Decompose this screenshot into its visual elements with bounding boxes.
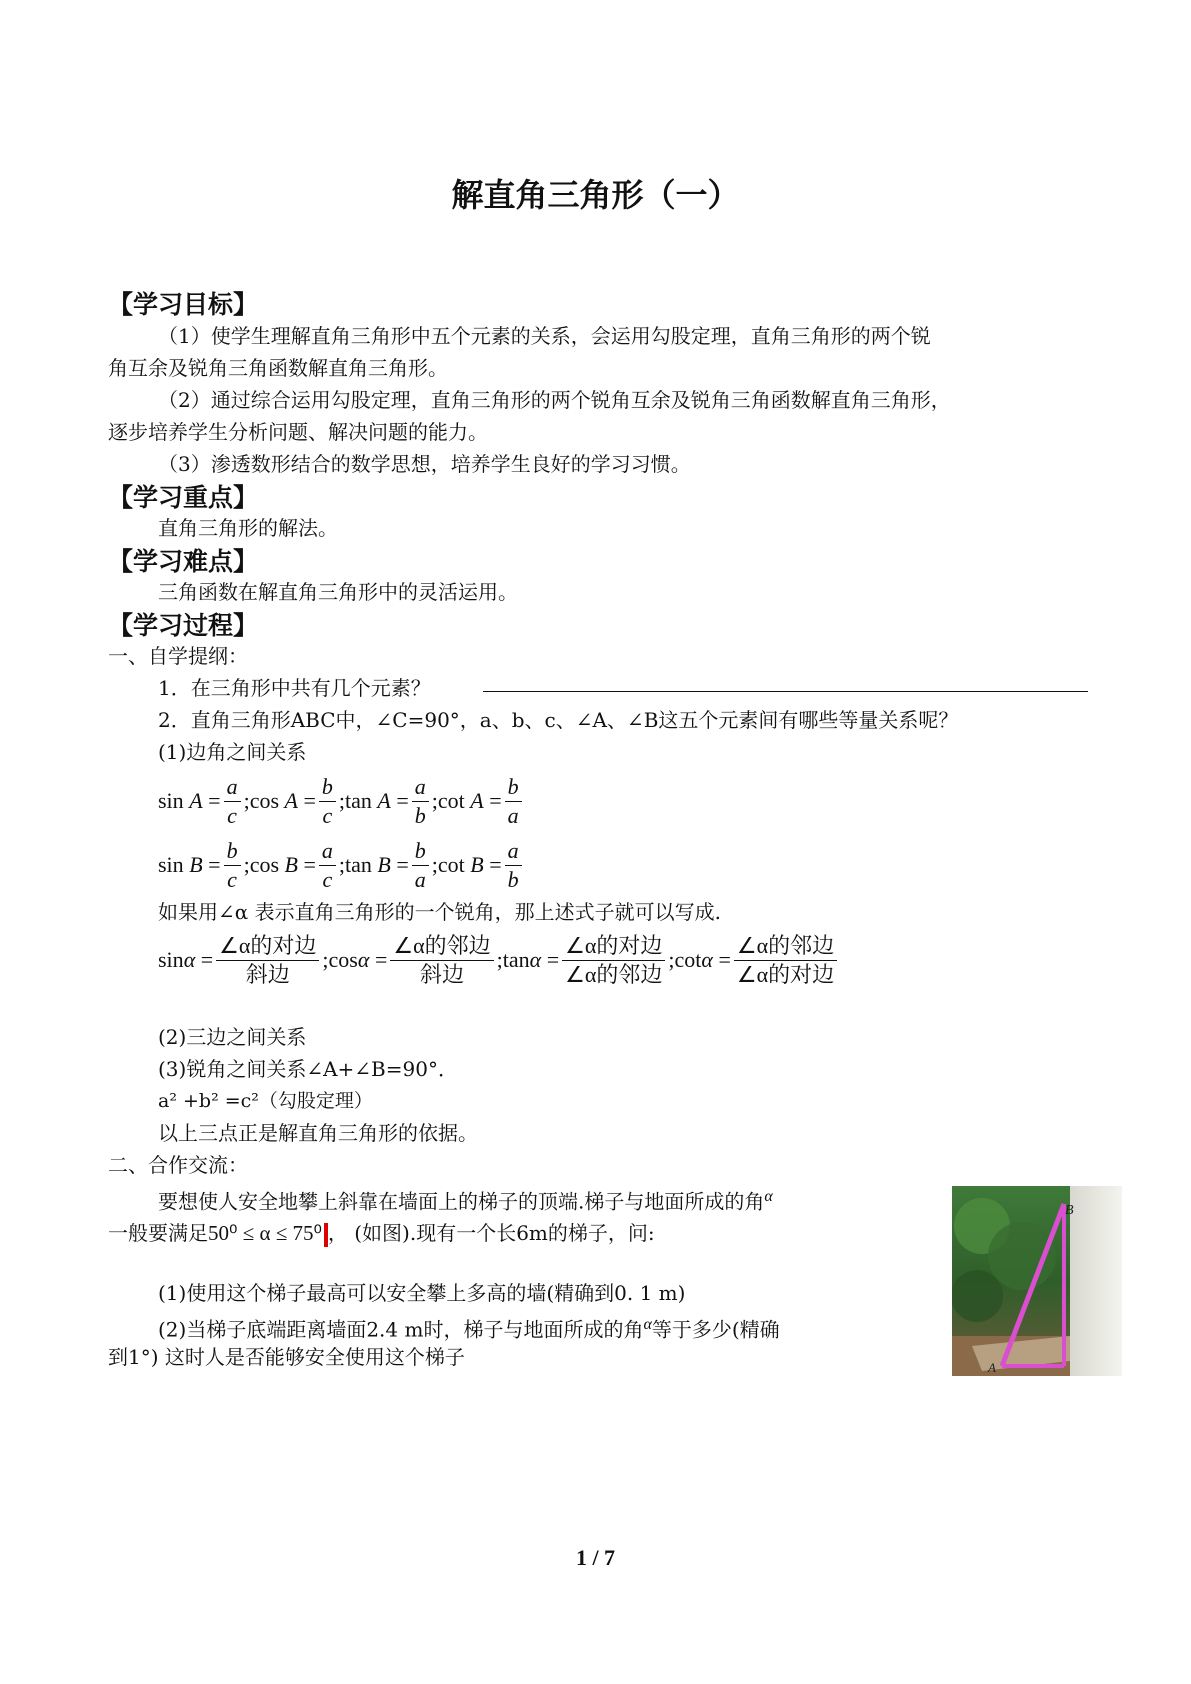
relation-3-heading: (3)锐角之间关系∠A+∠B=90°． [158,1057,458,1081]
var-A: A [284,788,298,813]
eq: = [374,947,388,972]
var-alpha: α [701,947,713,972]
formula-row-B [158,834,525,896]
eq: = [208,852,221,877]
goal-3: （3）渗透数形结合的数学思想，培养学生良好的学习习惯。 [158,452,691,476]
denominator: b [414,802,426,828]
fn-cot: cot [674,947,702,972]
var-A: A [189,788,203,813]
part2-paragraph-line-2 [108,1218,655,1248]
eq: = [303,852,316,877]
difficulty-text: 三角函数在解直角三角形中的灵活运用。 [158,580,518,604]
section-heading-difficulty: 【学习难点】 [108,547,259,576]
numerator: b [224,837,241,866]
denominator: c [322,802,333,828]
fraction [562,932,665,989]
pythagorean-theorem: a² +b² =c²（勾股定理） [158,1090,373,1112]
denominator: b [507,866,519,892]
var-B: B [377,852,391,877]
numerator: b [505,773,522,802]
goal-2-line-2: 逐步培养学生分析问题、解决问题的能力。 [108,420,488,444]
var-alpha: α [183,947,196,972]
fraction [224,837,241,894]
figure-label-top: B [1065,1203,1074,1218]
part2-heading: 二、合作交流： [108,1153,248,1177]
part2-question-2-line-2: 到1°) 这时人是否能够安全使用这个梯子 [108,1345,465,1369]
section-heading-process: 【学习过程】 [108,611,259,640]
denominator: c [227,866,237,892]
page-number: 1 / 7 [575,1545,616,1570]
question-1: 1．在三角形中共有几个元素？ [158,676,431,700]
denominator: ∠α的邻边 [565,961,663,987]
formula-row-A [158,770,525,832]
numerator: b [412,837,429,866]
fraction [390,932,493,989]
semicolon: ; [668,947,675,972]
eq: = [208,788,221,813]
var-B: B [284,852,298,877]
relation-2-heading: (2)三边之间关系 [158,1025,307,1049]
alpha-intro-post: 表示直角三角形的一个锐角，那上述式子就可以写成. [254,900,721,924]
eq: = [200,947,214,972]
numerator: ∠α的邻边 [734,932,837,961]
var-B: B [470,852,484,877]
part2-question-1: (1)使用这个梯子最高可以安全攀上多高的墙(精确到0. 1 m) [158,1281,686,1305]
page-title: 解直角三角形（一） [451,176,740,214]
fraction [412,773,429,830]
denominator: 斜边 [419,961,464,987]
fraction [216,932,319,989]
eq: = [718,947,731,972]
formula-row-alpha [158,928,840,992]
var-A: A [377,788,391,813]
ladder-photo [952,1186,1122,1376]
var-B: B [189,852,203,877]
denominator: ∠α的对边 [736,961,835,987]
fn-cot: cot [437,788,465,813]
denominator: c [322,866,333,892]
semicolon: ; [338,852,346,877]
part2-text: 一般要满足 [108,1221,208,1245]
denominator: 斜边 [245,961,290,987]
numerator: ∠α的对边 [562,932,665,961]
fn-tan: tan [345,788,372,813]
fraction [505,837,522,894]
fn-cos: cos [249,788,280,813]
semicolon: ; [243,788,250,813]
fn-sin: sin [158,947,184,972]
eq: = [489,788,502,813]
denominator: c [227,802,237,828]
fn-cos: cos [328,947,358,972]
semicolon: ; [431,788,438,813]
fraction [319,773,336,830]
var-alpha: α [529,947,542,972]
fn-cos: cos [249,852,280,877]
numerator: a [319,837,336,866]
part2-text: (2)当梯子底端距离墙面2.4 m时，梯子与地面所成的角 [158,1317,644,1342]
alpha-intro-line [158,897,721,927]
goal-1-line-1: （1）使学生理解直角三角形中五个元素的关系，会运用勾股定理，直角三角形的两个锐 [158,324,931,348]
fn-cot: cot [437,852,465,877]
numerator: a [505,837,522,866]
eq: = [396,788,409,813]
part2-text: 等于多少(精确 [651,1317,780,1342]
var-A: A [470,788,484,813]
alpha-intro-pre: 如果用∠α [158,900,249,924]
part2-text: 要想使人安全地攀上斜靠在墙面上的梯子的顶端.梯子与地面所成的角 [158,1189,765,1214]
alpha-symbol: α [764,1188,773,1205]
section-heading-goals: 【学习目标】 [108,290,259,319]
semicolon: ; [431,852,438,877]
numerator: ∠α的对边 [216,932,319,961]
eq: = [546,947,560,972]
numerator: a [412,773,429,802]
answer-blank-line [483,690,1088,692]
semicolon: ; [243,852,250,877]
fraction [734,932,837,989]
fn-sin: sin [158,852,184,877]
eq: = [303,788,316,813]
eq: = [396,852,409,877]
alpha-symbol: α [643,1316,652,1333]
denominator: a [414,866,426,892]
key-text: 直角三角形的解法。 [158,516,338,540]
figure-label-bottom: A [988,1360,996,1375]
section-heading-key: 【学习重点】 [108,483,259,512]
var-alpha: α [357,947,370,972]
fraction [412,837,429,894]
question-2: 2．直角三角形ABC中，∠C=90°，a、b、c、∠A、∠B这五个元素间有哪些等量关系呢？ [158,708,959,732]
eq: = [489,852,502,877]
goal-1-line-2: 角互余及锐角三角函数解直角三角形。 [108,356,448,380]
goal-2-line-1: （2）通过综合运用勾股定理，直角三角形的两个锐角互余及锐角三角函数解直角三角形， [158,388,951,412]
numerator: b [319,773,336,802]
numerator: a [224,773,241,802]
semicolon: ; [322,947,329,972]
fraction [319,837,336,894]
part2-text: ， (如图).现有一个长6m的梯子，问: [327,1221,655,1245]
part2-question-2-line-1 [158,1310,780,1345]
tree-foliage [952,1270,1003,1322]
semicolon: ; [496,947,503,972]
denominator: a [507,802,519,828]
basis-note: 以上三点正是解直角三角形的依据。 [158,1121,478,1145]
part1-heading: 一、自学提纲： [108,644,248,668]
part2-paragraph-line-1 [158,1182,773,1217]
relation-1-heading: (1)边角之间关系 [158,740,307,764]
fraction [224,773,241,830]
angle-range: 50⁰ ≤ α ≤ 75⁰ [208,1221,322,1245]
fn-tan: tan [502,947,530,972]
numerator: ∠α的邻边 [390,932,493,961]
fn-tan: tan [345,852,372,877]
fraction [505,773,522,830]
semicolon: ; [338,788,346,813]
wall [1070,1186,1122,1376]
fn-sin: sin [158,788,184,813]
